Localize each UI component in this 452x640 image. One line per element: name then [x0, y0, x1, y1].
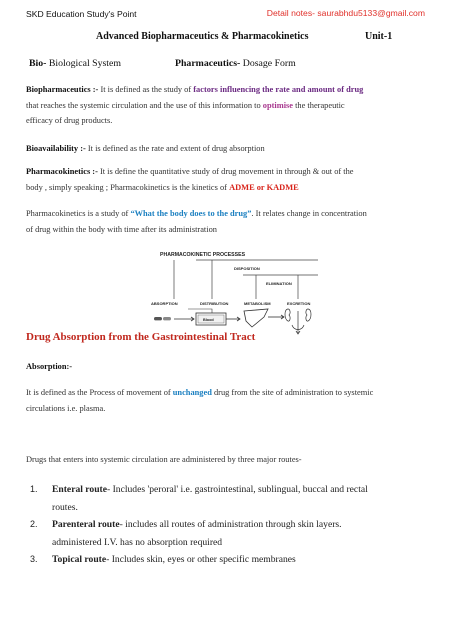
section-heading-drug-absorption: Drug Absorption from the Gastrointestinal Tract [26, 331, 256, 343]
absorption-heading: Absorption:- [26, 362, 73, 371]
highlight-optimise: optimise [262, 100, 294, 110]
bioavailability-paragraph: Bioavailability :- It is defined as the rate and extent of drug absorption [26, 144, 265, 153]
routes-list [30, 481, 430, 569]
diagram-distribution-label: DISTRIBUTION [200, 301, 229, 306]
highlight-unchanged: unchanged [172, 388, 212, 397]
title-main: Advanced Biopharmaceutics & Pharmacokinetics [96, 31, 309, 42]
list-item: 1. Enteral route- Includes 'peroral' i.e. gastrointestinal, sublingual, buccal and rectal routes. [30, 484, 368, 513]
title-unit: Unit-1 [365, 31, 393, 42]
header-left-text: SKD Education Study's Point [26, 9, 137, 19]
diagram-excretion-label: EXCRETION [287, 301, 311, 306]
routes-intro: Drugs that enters into systemic circulation are administered by three major routes- [26, 455, 302, 464]
absorption-paragraph: It is defined as the Process of movement of unchanged drug from the site of administration to systemic circulations i.e. plasma. [26, 388, 374, 413]
tablet-icon [154, 317, 171, 320]
blood-label: Blood [203, 318, 214, 322]
highlight-body-does: “What the body does to the drug” [130, 209, 252, 218]
pk-study-paragraph: Pharmacokinetics is a study of “What the body does to the drug”. It relates change in concentration of drug within the body with time after its administration [26, 209, 367, 234]
pharmacokinetics-paragraph: Pharmacokinetics :- It is define the quantitative study of drug movement in through & out of the body , simply speaking ; Pharmacokinetics is the kinetics of ADME or KADME [26, 167, 354, 192]
pharmacokinetic-processes-diagram [148, 247, 324, 335]
diagram-absorption-label: ABSORPTION [151, 301, 178, 306]
highlight-adme: ADME or KADME [229, 182, 299, 192]
kidney-icon [285, 309, 311, 334]
pharmaceutics-definition: Pharmaceutics- Dosage Form [175, 58, 296, 69]
diagram-elimination-label: ELIMINATION [266, 281, 292, 286]
biopharmaceutics-paragraph: Biopharmaceutics :- It is defined as the study of factors influencing the rate and amount of drug that reaches the systemic circulation and the use of this information to optimise the therapeutic efficacy of drug products. [26, 85, 364, 126]
diagram-title: PHARMACOKINETIC PROCESSES [160, 252, 246, 258]
bio-definition: Bio- Biological System [29, 58, 121, 69]
header-email-note: Detail notes- saurabhdu5133@gmail.com [266, 8, 425, 18]
page-title [96, 31, 416, 42]
highlight-factors: factors influencing the rate and amount of drug [193, 85, 364, 94]
liver-icon [244, 309, 268, 327]
diagram-disposition-label: DISPOSITION [234, 266, 260, 271]
definitions-row [29, 58, 296, 69]
list-item: 2. Parenteral route- includes all routes of administration through skin layers. administered I.V. has no absorption required [30, 519, 342, 548]
list-item: 3. Topical route- Includes skin, eyes or other specific membranes [30, 554, 296, 565]
diagram-metabolism-label: METABOLISM [244, 301, 271, 306]
blood-compartment [196, 313, 226, 325]
